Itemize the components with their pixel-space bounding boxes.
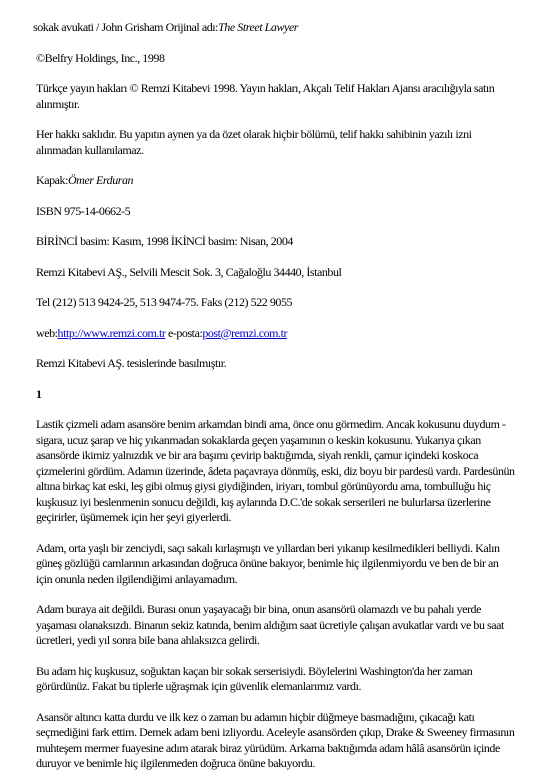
- chapter-number: 1: [36, 386, 42, 401]
- phone-line: Tel (212) 513 9424-25, 513 9474-75. Faks (212) 522 9055: [36, 295, 293, 309]
- body-paragraph-3: Adam buraya ait değildi. Burası onun yaşayacağı bir bina, onun asansörü olamazdı ve bu pahalı yerde yaşaması olanaksızdı. Binanın sekiz katında, benim aldığım saat ücretiyle çalışan avukatlar vardı ve bu saat ücretleri, yedi yıl sonra bile bana ahlaksızca gelirdi.: [36, 602, 504, 647]
- cover-label: Kapak:: [36, 173, 68, 187]
- cover-artist: Ömer Erduran: [67, 173, 134, 187]
- web-line: [33, 326, 517, 342]
- body-paragraph-1: Lastik çizmeli adam asansöre benim arkamdan bindi ama, önce onu görmedim. Ancak kokusunu duydum - sigara, ucuz şarap ve hiç yıkanmadan sokaklarda geçen yaşamının o keskin kokusunu. Yukarıya çıkan asansörde ikimiz yalnızdık ve bir ara başımı çevirip baktığımda, siyah renkli, çamur içindeki koskoca çizmelerini gördüm. Adamın üzerinde, âdeta paçavraya dönmüş, eski, diz boyu bir pardesü vardı. Pardesünün altına birkaç kat eski, leş gibi olmuş giysi giydiğinden, iriyarı, tombul görünüyordu ama, tombulluğu hiç kuşkusuz iyi beslenmenin sonucu değildi, kış aylarında D.C.'de sokak serserileri ne bulurlarsa üzerlerine geçirirler, üşümemek için her şeyi giyerlerdi.: [36, 417, 515, 524]
- title-prefix: sokak avukati / John Grisham Orijinal adı:: [33, 20, 219, 34]
- email-link[interactable]: post@remzi.com.tr: [202, 325, 288, 340]
- cover-credit-line: [33, 173, 517, 189]
- printed-line: Remzi Kitabevi AŞ. tesislerinde basılmıştır.: [36, 356, 227, 370]
- editions-line: BİRİNCİ basim: Kasım, 1998 İKİNCİ basim: Nisan, 2004: [36, 234, 293, 248]
- body-paragraph-4: Bu adam hiç kuşkusuz, soğuktan kaçan bir sokak serserisiydi. Böylelerini Washington'da her zaman görürdünüz. Fakat bu tiplerle uğraşmak için güvenlik elemanlarımız vardı.: [36, 663, 473, 693]
- body-paragraph-5: Asansör altıncı katta durdu ve ilk kez o zaman bu adamın hiçbir düğmeye basmadığını, çıkacağı katı seçmediğini fark ettim. Demek adam beni izliyordu. Aceleyle asansörden çıkıp, Drake & Sweeney firmasının muhteşem mermer fuayesine adım atarak biraz yürüdüm. Arkama baktığımda adam hâlâ asansörün içinde duruyor ve benimle hiç ilgilenmeden doğruca önüne bakıyordu.: [36, 709, 515, 770]
- address-line: Remzi Kitabevi AŞ., Selvili Mescit Sok. 3, Cağaloğlu 34440, İstanbul: [36, 264, 342, 279]
- website-link[interactable]: http://www.remzi.com.tr: [57, 325, 166, 340]
- turkish-rights-paragraph: Türkçe yayın hakları © Remzi Kitabevi 1998. Yayın hakları, Akçalı Telif Hakları Ajansı aracılığıyla satın alınmıştır.: [36, 81, 495, 111]
- copyright-line: ©Belfry Holdings, Inc., 1998: [36, 50, 165, 65]
- email-label: e-posta:: [165, 325, 203, 340]
- isbn-line: ISBN 975-14-0662-5: [36, 203, 131, 218]
- web-label: web:: [36, 325, 58, 340]
- rights-reserved-paragraph: Her hakkı saklıdır. Bu yapıtın aynen ya da özet olarak hiçbir bölümü, telif hakkı sahibinin yazılı izni alınmadan kullanılamaz.: [36, 127, 472, 157]
- header-line: [33, 20, 517, 36]
- original-title: The Street Lawyer: [218, 20, 298, 34]
- body-paragraph-2: Adam, orta yaşlı bir zenciydi, saçı sakalı kırlaşmıştı ve yıllardan beri yıkanıp kesilmedikleri belliydi. Kalın güneş gözlüğü camlarının arkasından doğruca önüne bakıyor, benimle hiç ilgilenmiyordu ve ben de bir an için onunla neden ilgilendiğimi anlayamadım.: [36, 540, 500, 586]
